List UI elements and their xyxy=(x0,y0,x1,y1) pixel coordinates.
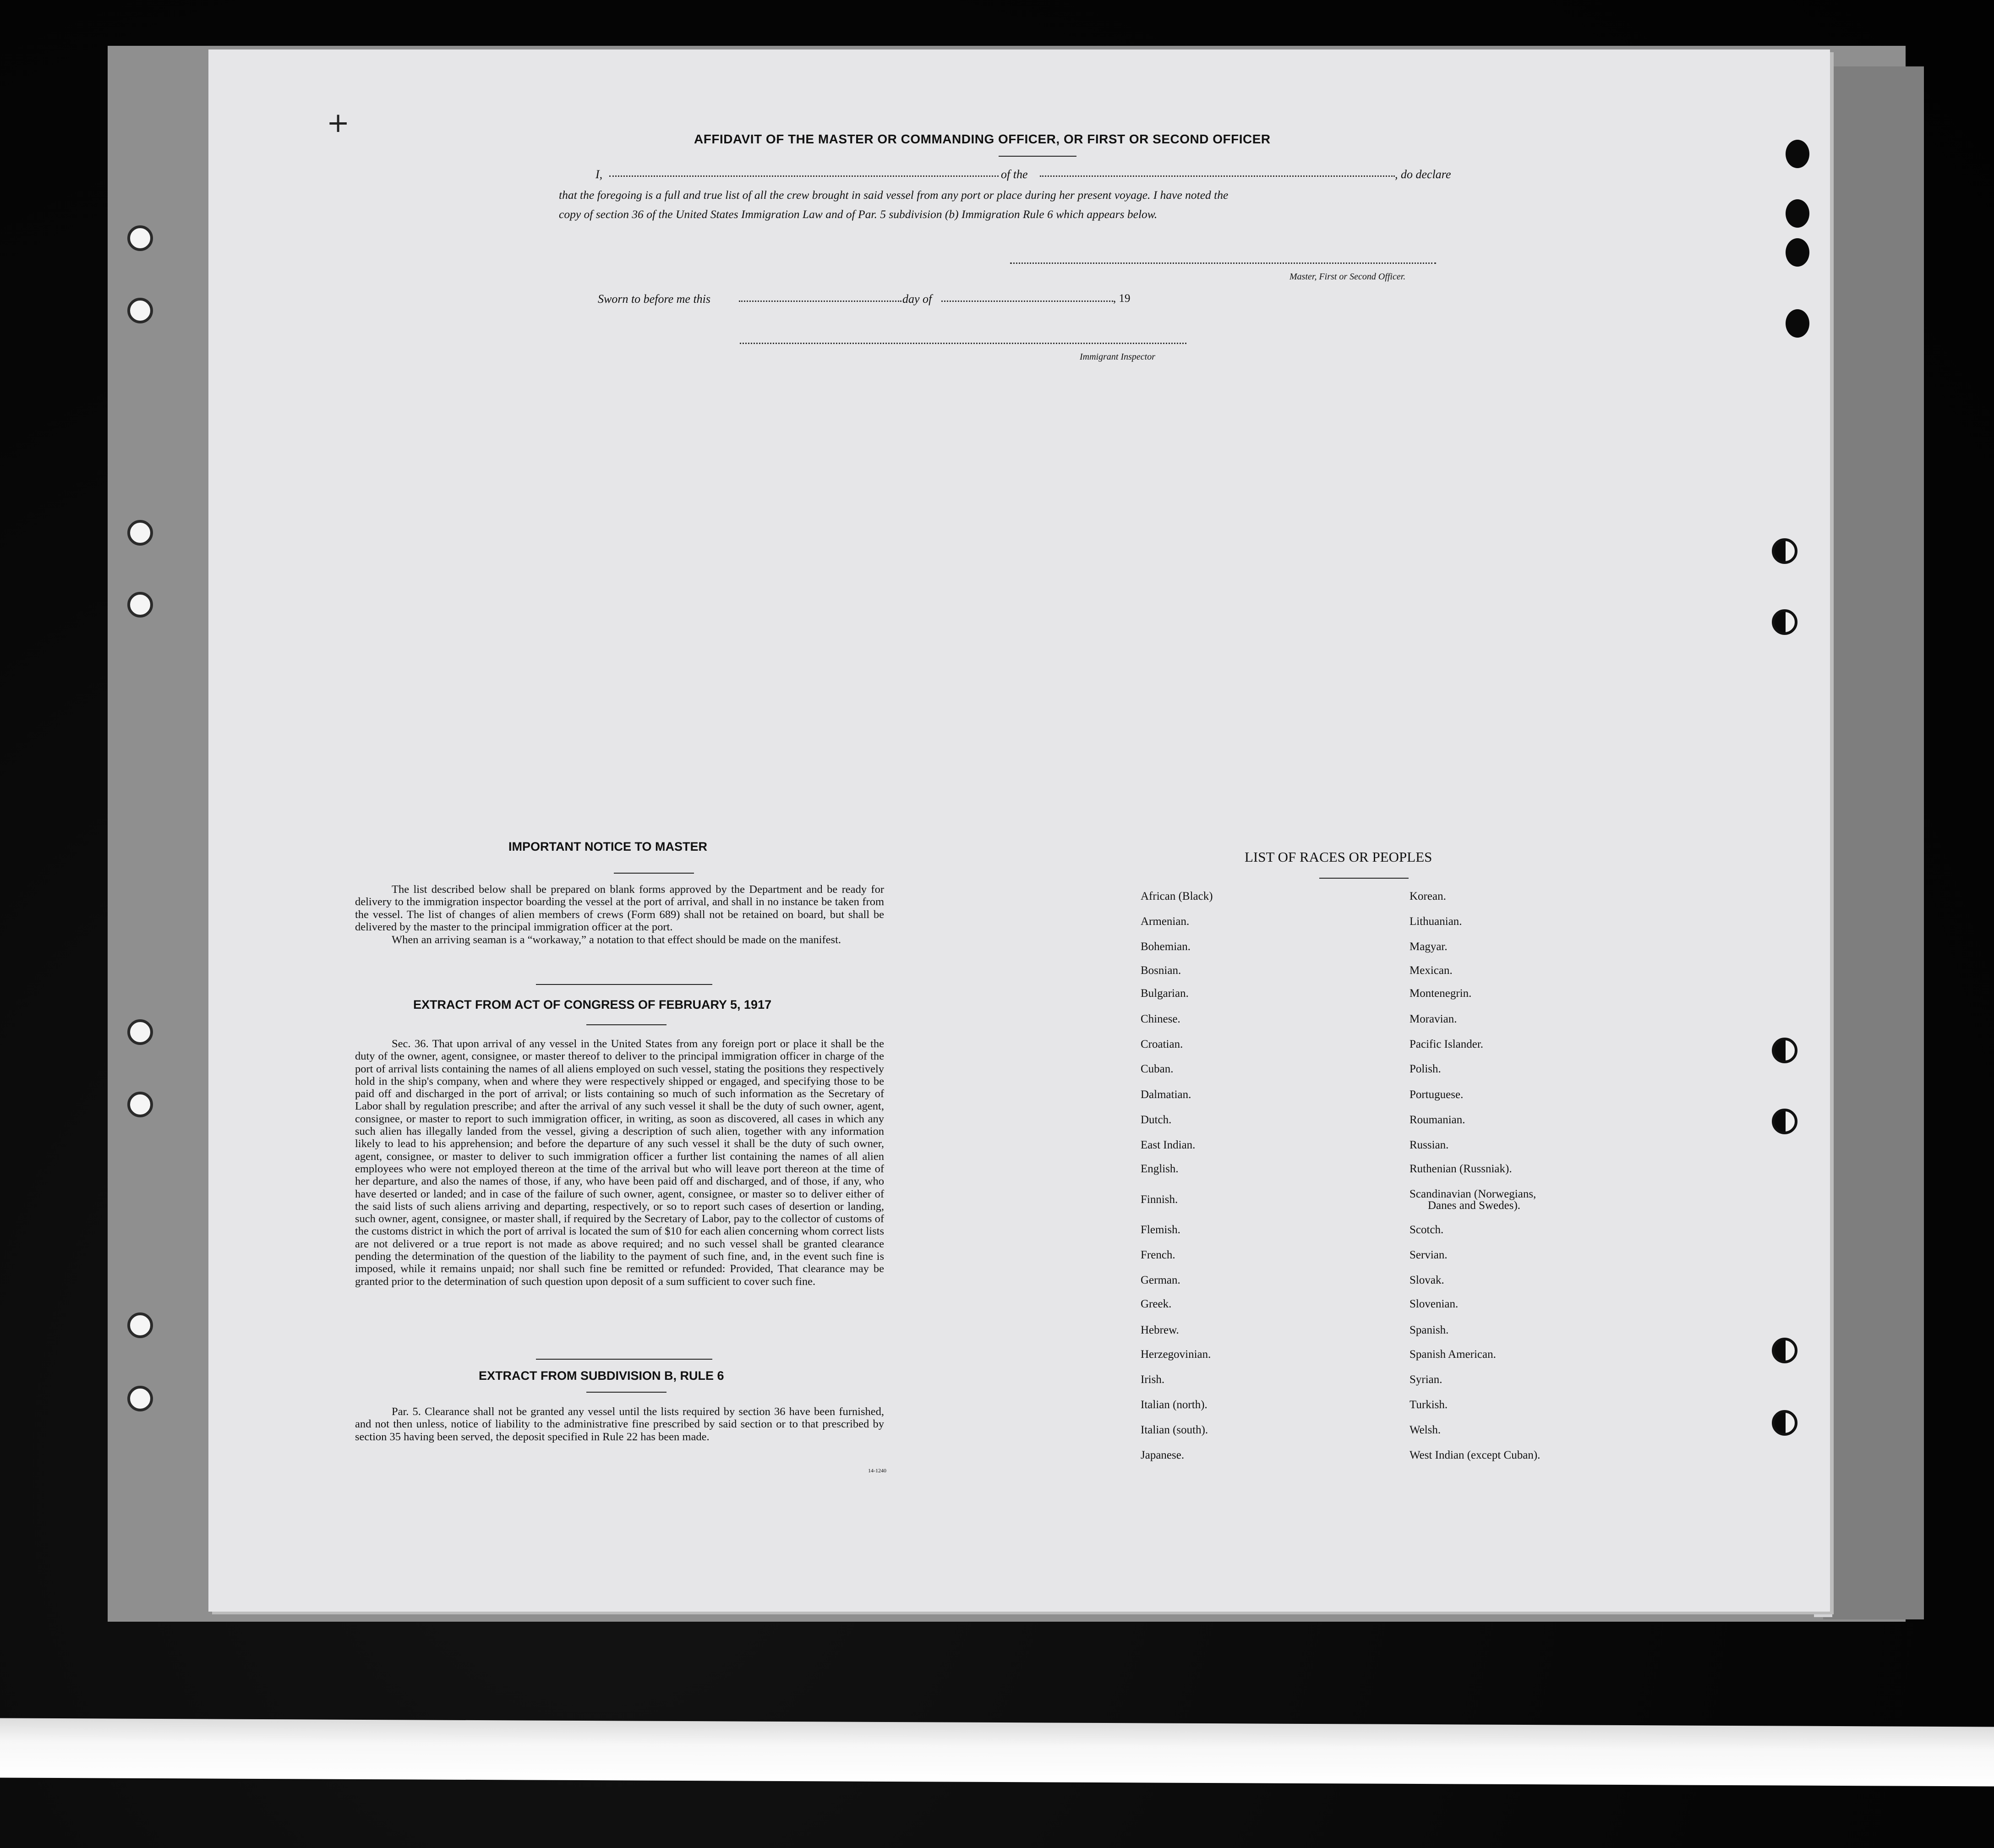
binder-hole xyxy=(1772,1338,1797,1363)
binder-hole xyxy=(1786,238,1809,267)
race-item: Korean. xyxy=(1409,890,1446,902)
binder-hole xyxy=(127,225,153,251)
race-item: Japanese. xyxy=(1141,1449,1185,1461)
binder-hole xyxy=(127,1312,153,1338)
sworn-month-field xyxy=(941,301,1113,302)
race-item: Dalmatian. xyxy=(1141,1088,1191,1101)
extract-act-rule xyxy=(586,1024,666,1025)
races-rule xyxy=(1319,878,1409,879)
binder-hole xyxy=(127,1092,153,1117)
race-item: Hebrew. xyxy=(1141,1324,1179,1336)
binder-hole xyxy=(1772,1038,1797,1063)
race-item: Armenian. xyxy=(1141,915,1190,928)
title-rule xyxy=(999,156,1076,157)
binder-hole xyxy=(1772,1109,1797,1134)
race-item: Slovak. xyxy=(1409,1274,1444,1286)
race-item: Spanish. xyxy=(1409,1324,1449,1336)
race-item: Bosnian. xyxy=(1141,964,1181,977)
race-item: German. xyxy=(1141,1274,1180,1286)
binder-hole xyxy=(1772,609,1797,635)
race-item: Cuban. xyxy=(1141,1063,1174,1075)
race-item: English. xyxy=(1141,1163,1179,1175)
binder-hole xyxy=(1786,140,1809,168)
extract-rule-rule xyxy=(586,1392,666,1393)
race-item: Scotch. xyxy=(1409,1224,1444,1236)
binder-hole xyxy=(1786,199,1809,228)
race-item: Slovenian. xyxy=(1409,1298,1459,1310)
binder-hole xyxy=(127,1019,153,1045)
binder-hole xyxy=(1786,309,1809,338)
race-item: Magyar. xyxy=(1409,940,1448,953)
race-item: Italian (north). xyxy=(1141,1399,1207,1411)
race-item: Servian. xyxy=(1409,1249,1448,1261)
race-item: Russian. xyxy=(1409,1139,1449,1151)
races-title: LIST OF RACES OR PEOPLES xyxy=(1245,849,1432,865)
race-item: Chinese. xyxy=(1141,1013,1180,1025)
extract-act-text: Sec. 36. That upon arrival of any vessel in the United States from any foreign port or place it shall be the duty of the owner, agent, consignee, or master thereof to deliver to the principal immigration officer in charge of the port of arrival lists containing the names of all aliens employed on such vessel, stating the positions they respectively hold in the ship's company, when and where they were respectively shipped or engaged, and specifying those to be paid off and discharged in the port of arrival; or lists containing so much of such information as the Secretary of Labor shall by regulation prescribe; and after the arrival of any such vessel it shall be the duty of such owner, agent, consignee, or master to report to such immigration officer, in writing, as soon as discovered, all cases in which any such alien has illegally landed from the vessel, giving a description of such alien, together with any information likely to lead to his apprehension; and before the departure of any such vessel it shall be the duty of such owner, agent, consignee, or master to deliver to such immigration officer a further list containing the names of all alien employees who were not employed thereon at the time of the arrival but who will leave port thereon at the time of her departure, and also the names of those, if any, who have been paid off and discharged, and of those, if any, who have deserted or landed; and in case of the failure of such owner, agent, consignee, or master so to deliver either of the said lists of such aliens arriving and departing, respectively, or so to report such cases of desertion or landing, such owner, agent, consignee, or master shall, if required by the Secretary of Labor, pay to the collector of customs of the customs district in which the port of arrival is located the sum of $10 for each alien concerning whom correct lists are not delivered or a true report is not made as above required; and no such vessel shall be granted clearance pending the determination of the question of the liability to the payment of such fine, and, in the event such fine is imposed, while it remains unpaid; nor shall such fine be remitted or refunded: Provided, That clearance may be granted prior to the determination of such question upon deposit of a sum sufficient to cover such fine. xyxy=(355,1038,884,1288)
race-item: West Indian (except Cuban). xyxy=(1409,1449,1541,1461)
race-item: Portuguese. xyxy=(1409,1088,1464,1101)
race-item: Syrian. xyxy=(1409,1373,1442,1386)
affidavit-line2: that the foregoing is a full and true list of all the crew brought in said vessel from any port or place during her present voyage. I have noted the xyxy=(559,188,1229,202)
affidavit-line1-end: , do declare xyxy=(1395,168,1451,181)
form-code: 14-1240 xyxy=(868,1467,886,1474)
race-item: Danes and Swedes). xyxy=(1428,1199,1521,1212)
race-item: Mexican. xyxy=(1409,964,1453,977)
race-item: Italian (south). xyxy=(1141,1424,1208,1436)
signature-line xyxy=(1010,262,1436,264)
binder-hole xyxy=(1772,538,1797,564)
race-item: Roumanian. xyxy=(1409,1114,1465,1126)
race-item: French. xyxy=(1141,1249,1175,1261)
affidavit-line1-mid: of the xyxy=(1001,168,1028,181)
vessel-field xyxy=(1040,175,1395,177)
manifest-page xyxy=(208,49,1830,1612)
binder-hole xyxy=(127,1386,153,1411)
notice-title: IMPORTANT NOTICE TO MASTER xyxy=(508,840,707,853)
sworn-mid: day of xyxy=(902,292,932,306)
race-item: Irish. xyxy=(1141,1373,1165,1386)
race-item: Polish. xyxy=(1409,1063,1441,1075)
race-item: Bohemian. xyxy=(1141,940,1191,953)
sworn-end: , 19 xyxy=(1113,292,1131,305)
race-item: Greek. xyxy=(1141,1298,1172,1310)
film-edge-strip xyxy=(0,1718,1994,1787)
race-item: Spanish American. xyxy=(1409,1348,1496,1361)
race-item: Montenegrin. xyxy=(1409,987,1472,1000)
race-item: Moravian. xyxy=(1409,1013,1457,1025)
inspector-line xyxy=(740,343,1186,344)
race-item: Finnish. xyxy=(1141,1193,1178,1206)
race-item: Bulgarian. xyxy=(1141,987,1189,1000)
race-item: Scandinavian (Norwegians, xyxy=(1409,1188,1536,1200)
extract-rule-title: EXTRACT FROM SUBDIVISION B, RULE 6 xyxy=(479,1369,724,1383)
race-item: Welsh. xyxy=(1409,1424,1441,1436)
race-item: Dutch. xyxy=(1141,1114,1172,1126)
sworn-day-field xyxy=(739,301,901,302)
affidavit-title: AFFIDAVIT OF THE MASTER OR COMMANDING OFFICER, OR FIRST OR SECOND OFFICER xyxy=(694,132,1271,146)
backing-sheet-right xyxy=(1823,66,1924,1619)
corner-mark: + xyxy=(327,107,350,139)
race-item: Ruthenian (Russniak). xyxy=(1409,1163,1512,1175)
sworn-start: Sworn to before me this xyxy=(598,292,711,306)
name-field xyxy=(609,175,999,177)
notice-rule xyxy=(614,873,694,874)
binder-hole xyxy=(127,520,153,546)
race-item: Herzegovinian. xyxy=(1141,1348,1211,1361)
race-item: African (Black) xyxy=(1141,890,1213,902)
extract-rule-text: Par. 5. Clearance shall not be granted any vessel until the lists required by section 36 have been furnished, and not then unless, notice of liability to the administrative fine prescribed by said section or to that prescribed by section 35 having been served, the deposit specified in Rule 22 has been made. xyxy=(355,1405,884,1443)
affidavit-line1-start: I, xyxy=(595,168,603,181)
binder-hole xyxy=(127,298,153,323)
divider-rule xyxy=(536,1359,712,1360)
race-item: Turkish. xyxy=(1409,1399,1448,1411)
signature-caption: Master, First or Second Officer. xyxy=(1289,272,1406,282)
extract-act-title: EXTRACT FROM ACT OF CONGRESS OF FEBRUARY 5, 1917 xyxy=(413,998,772,1011)
race-item: Flemish. xyxy=(1141,1224,1180,1236)
inspector-caption: Immigrant Inspector xyxy=(1080,352,1155,362)
race-item: East Indian. xyxy=(1141,1139,1196,1151)
binder-hole xyxy=(1772,1410,1797,1436)
affidavit-line3: copy of section 36 of the United States Immigration Law and of Par. 5 subdivision (b) Immigration Rule 6 which appears below. xyxy=(559,208,1158,221)
notice-paragraph-1: The list described below shall be prepared on blank forms approved by the Department and be ready for delivery to the immigration inspector boarding the vessel at the port of arrival, and shall in no instance be taken from the vessel. The list of changes of alien members of crews (Form 689) shall not be retained on board, but shall be delivered by the master to the principal immigration officer at the port. xyxy=(355,883,884,933)
race-item: Pacific Islander. xyxy=(1409,1038,1484,1050)
race-item: Lithuanian. xyxy=(1409,915,1462,928)
notice-paragraph-2: When an arriving seaman is a “workaway,” a notation to that effect should be made on the manifest. xyxy=(392,934,841,946)
race-item: Croatian. xyxy=(1141,1038,1183,1050)
divider-rule xyxy=(536,984,712,985)
binder-hole xyxy=(127,592,153,618)
